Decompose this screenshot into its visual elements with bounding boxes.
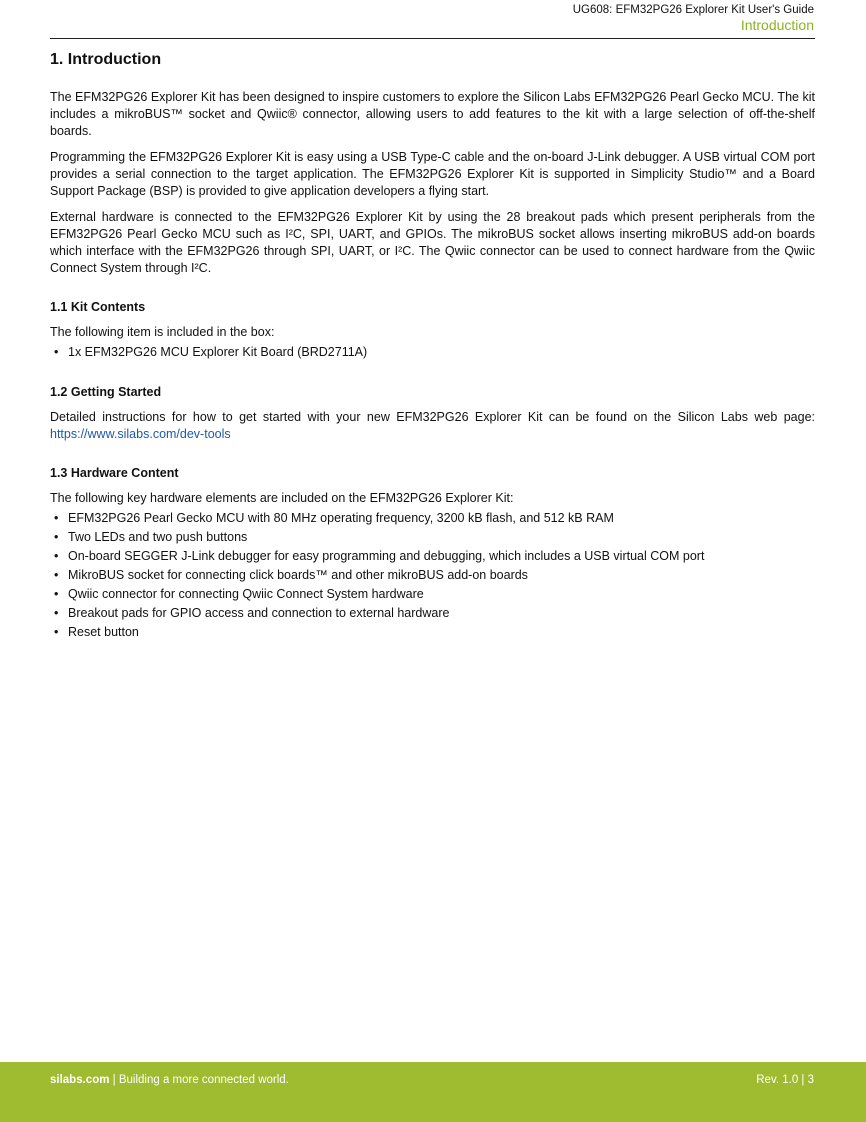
section-label: Introduction: [740, 17, 814, 33]
footer-tagline: | Building a more connected world.: [109, 1074, 289, 1086]
page-footer: [0, 1062, 866, 1122]
footer-revision: Rev. 1.0 | 3: [756, 1074, 814, 1086]
hardware-lead: The following key hardware elements are included on the EFM32PG26 Explorer Kit:: [50, 491, 514, 505]
section-heading-introduction: 1. Introduction: [50, 51, 162, 68]
document-title: UG608: EFM32PG26 Explorer Kit User's Guide: [572, 4, 814, 16]
subsection-heading-kit-contents: 1.1 Kit Contents: [50, 300, 146, 314]
main-content: [50, 50, 815, 664]
list-item: • Qwiic connector for connecting Qwiic Connect System hardware: [50, 585, 815, 604]
hardware-list: [50, 509, 815, 642]
intro-paragraph-2: Programming the EFM32PG26 Explorer Kit is easy using a USB Type-C cable and the on-board J-Link debugger. A USB virtual COM port provides a serial connection to the target application. The EFM32PG26 Explorer Kit is supported in Simplicity Studio™ and a Board Support Package (BSP) is provided to give application developers a flying start.: [50, 150, 815, 198]
list-item: • Reset button: [50, 623, 815, 642]
intro-paragraph-1: The EFM32PG26 Explorer Kit has been designed to inspire customers to explore the Silicon Labs EFM32PG26 Pearl Gecko MCU. The kit includes a mikroBUS™ socket and Qwiic® connector, allowing users to add features to the kit with a large selection of off-the-shelf boards.: [50, 90, 815, 138]
getting-started-text: Detailed instructions for how to get started with your new EFM32PG26 Explorer Kit can be found on the Silicon Labs web page:: [50, 410, 815, 424]
subsection-heading-hardware-content: 1.3 Hardware Content: [50, 466, 179, 480]
kit-contents-lead: The following item is included in the box:: [50, 325, 275, 339]
getting-started-paragraph: [50, 409, 815, 443]
list-item: • EFM32PG26 Pearl Gecko MCU with 80 MHz operating frequency, 3200 kB flash, and 512 kB RAM: [50, 509, 815, 528]
footer-site: [50, 1073, 289, 1087]
subsection-heading-getting-started: 1.2 Getting Started: [50, 385, 162, 399]
header-rule: [50, 38, 815, 39]
list-item: • 1x EFM32PG26 MCU Explorer Kit Board (BRD2711A): [50, 343, 815, 362]
list-item: • Breakout pads for GPIO access and connection to external hardware: [50, 604, 815, 623]
footer-site-link[interactable]: silabs.com: [50, 1074, 110, 1086]
list-item: • MikroBUS socket for connecting click boards™ and other mikroBUS add-on boards: [50, 566, 815, 585]
kit-contents-list: [50, 343, 815, 362]
list-item: • Two LEDs and two push buttons: [50, 528, 815, 547]
list-item: • On-board SEGGER J-Link debugger for easy programming and debugging, which includes a USB virtual COM port: [50, 547, 815, 566]
page-header: [573, 3, 814, 34]
dev-tools-link[interactable]: https://www.silabs.com/dev-tools: [50, 427, 231, 441]
intro-paragraph-3: External hardware is connected to the EFM32PG26 Explorer Kit by using the 28 breakout pads which present peripherals from the EFM32PG26 Pearl Gecko MCU such as I²C, SPI, UART, and GPIOs. The mikroBUS socket allows inserting mikroBUS add-on boards which interface with the EFM32PG26 through SPI, UART, or I²C. The Qwiic connector can be used to connect hardware from the Qwiic Connect System through I²C.: [50, 210, 815, 275]
